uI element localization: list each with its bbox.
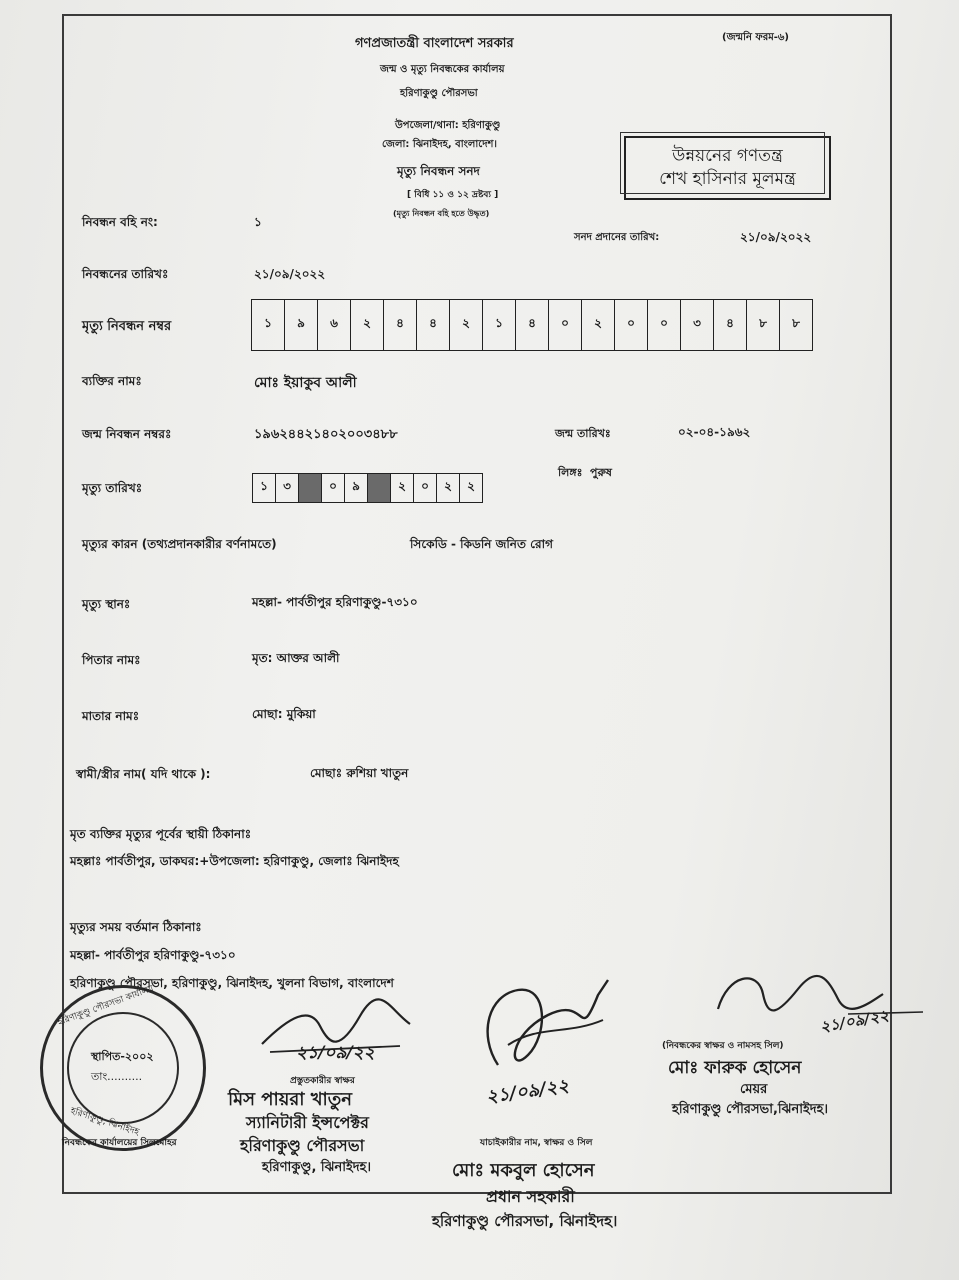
curr-address-label: মৃত্যুর সময় বর্তমান ঠিকানাঃ <box>70 920 202 934</box>
preparer-title-stamp: স্যানিটারী ইন্সপেক্টর <box>246 1113 369 1132</box>
death-reg-digit: ১ <box>483 300 516 350</box>
death-reg-digit: ২ <box>582 300 615 350</box>
death-date-boxes <box>252 473 483 503</box>
verifier-sign-date: ২১/০৯/২২ <box>484 1075 571 1108</box>
death-reg-digit: ১ <box>252 300 285 350</box>
birth-reg-value: ১৯৬২৪৪২১৪০২০০৩৪৮৮ <box>254 427 398 442</box>
death-date-digit: ২ <box>437 474 460 502</box>
place-value: মহল্লা- পার্বতীপুর হরিণাকুণ্ডু-৭৩১০ <box>252 595 418 609</box>
birth-reg-label: জন্ম নিবন্ধন নম্বরঃ <box>82 427 172 441</box>
death-date-digit: ০ <box>414 474 437 502</box>
verifier-caption: যাচাইকারীর নাম, স্বাক্ষর ও সিল <box>480 1138 593 1148</box>
registrar-signature <box>708 964 928 1034</box>
slogan-stamp <box>624 136 831 200</box>
reg-date-value: ২১/০৯/২০২২ <box>254 267 326 281</box>
date-separator-box <box>368 474 391 502</box>
district-line: জেলা: ঝিনাইদহ, বাংলাদেশ। <box>382 139 498 150</box>
registrar-title-stamp: মেয়র <box>740 1082 768 1097</box>
preparer-sign-date: ২১/০৯/২২ <box>296 1043 375 1063</box>
death-reg-digit: ৪ <box>417 300 450 350</box>
mother-value: মোছা: মুকিয়া <box>252 707 316 721</box>
slogan-line-2: শেখ হাসিনার মূলমন্ত্র <box>659 169 796 189</box>
date-separator-box <box>299 474 322 502</box>
issue-date-label: সনদ প্রদানের তারিখ: <box>574 232 660 243</box>
death-reg-digit: ৬ <box>318 300 351 350</box>
book-no-value: ১ <box>254 215 262 229</box>
death-reg-digit: ৮ <box>792 316 800 330</box>
death-reg-no-boxes <box>251 299 813 351</box>
preparer-name-stamp: মিস পায়রা খাতুন <box>228 1089 353 1110</box>
seal-date: তাং.......... <box>91 1070 143 1083</box>
spouse-label: স্বামী/স্ত্রীর নাম( যদি থাকে ): <box>76 767 211 781</box>
death-reg-digit: ৩ <box>681 300 714 350</box>
registrar-org-stamp: হরিণাকুণ্ডু পৌরসভা,ঝিনাইদহ। <box>672 1102 829 1117</box>
seal-ring-bottom: হরিণাকুণ্ডু, ঝিনাইদহ <box>69 1106 141 1138</box>
cause-label: মৃত্যুর কারন (তথ্যপ্রদানকারীর বর্ণনামতে) <box>82 537 277 551</box>
perm-address-value: মহল্লাঃ পার্বতীপুর, ডাকঘর:+উপজেলা: হরিণাকুণ্ডু, জেলাঃ ঝিনাইদহ <box>70 854 399 868</box>
reg-date-label: নিবন্ধনের তারিখঃ <box>82 267 169 281</box>
office-name: জন্ম ও মৃত্যু নিবন্ধকের কার্যালয় <box>380 64 505 75</box>
death-date-digit: ১ <box>253 474 276 502</box>
rule-reference: [ বিধি ১১ ও ১২ দ্রষ্টব্য ] <box>407 190 499 200</box>
death-reg-digit: ২ <box>351 300 384 350</box>
death-reg-digit: ২ <box>450 300 483 350</box>
municipality-name: হরিণাকুণ্ডু পৌরসভা <box>400 88 478 99</box>
place-label: মৃত্যু স্থানঃ <box>82 597 131 611</box>
upazila-line: উপজেলা/থানা: হরিণাকুণ্ডু <box>395 120 501 131</box>
death-reg-digit: ৪ <box>516 300 549 350</box>
death-date-digit: ২ <box>391 474 414 502</box>
seal-established: স্থাপিত-২০০২ <box>91 1050 154 1063</box>
gender-value: পুরুষ <box>590 466 612 479</box>
mother-label: মাতার নামঃ <box>82 709 140 723</box>
assistant-name-stamp: মোঃ মকবুল হোসেন <box>452 1160 595 1181</box>
death-reg-digit: ৮ <box>747 300 780 350</box>
curr-address-line-1: মহল্লা- পার্বতীপুর হরিণাকুণ্ডু-৭৩১০ <box>70 948 236 962</box>
rule-note: (মৃত্যু নিবন্ধন বহি হতে উদ্ধৃত) <box>393 209 490 218</box>
seal-ring-text: হরিণাকুণ্ডু পৌরসভা কার্যালয় <box>56 983 156 1028</box>
death-reg-digit: ০ <box>549 300 582 350</box>
registrar-sign-date: ২১/০৯/২২ <box>818 1006 891 1036</box>
preparer-place-stamp: হরিণাকুণ্ডু, ঝিনাইদহ। <box>262 1160 372 1175</box>
gender-label: লিঙ্গঃ <box>558 466 583 479</box>
assistant-org-stamp: হরিণাকুণ্ডু পৌরসভা, ঝিনাইদহ। <box>432 1212 618 1230</box>
death-reg-digit: ০ <box>648 300 681 350</box>
office-seal-caption: নিবন্ধকের কার্যালয়ের সিলমোহর <box>62 1138 177 1148</box>
death-date-label: মৃত্যু তারিখঃ <box>82 481 143 495</box>
father-label: পিতার নামঃ <box>82 653 141 667</box>
perm-address-label: মৃত ব্যক্তির মৃত্যুর পূর্বের স্থায়ী ঠিকানাঃ <box>70 827 252 841</box>
spouse-value: মোছাঃ রুশিয়া খাতুন <box>310 766 409 780</box>
curr-address-line-2: হরিণাকুণ্ডু পৌরসভা, হরিণাকুণ্ডু, ঝিনাইদহ, খুলনা বিভাগ, বাংলাদেশ <box>70 976 394 990</box>
father-value: মৃত: আক্তর আলী <box>252 651 340 665</box>
issue-date-value: ২১/০৯/২০২২ <box>740 230 812 244</box>
death-reg-digit: ৪ <box>714 300 747 350</box>
death-date-digit: ০ <box>322 474 345 502</box>
cause-value: সিকেডি - কিডনি জনিত রোগ <box>410 537 553 551</box>
preparer-caption: প্রস্তুতকারীর স্বাক্ষর <box>290 1076 355 1086</box>
death-date-digit: ৯ <box>345 474 368 502</box>
death-reg-digit: ৪ <box>384 300 417 350</box>
death-date-digit: ২ <box>467 479 475 493</box>
slogan-line-1: উন্নয়নের গণতন্ত্র <box>672 146 783 167</box>
death-date-digit: ৩ <box>276 474 299 502</box>
book-no-label: নিবন্ধন বহি নং: <box>82 215 158 229</box>
death-reg-no-label: মৃত্যু নিবন্ধন নম্বর <box>82 319 172 334</box>
death-reg-digit: ০ <box>615 300 648 350</box>
name-label: ব্যক্তির নামঃ <box>82 374 142 388</box>
government-title: গণপ্রজাতন্ত্রী বাংলাদেশ সরকার <box>355 36 514 51</box>
death-reg-digit: ৯ <box>285 300 318 350</box>
assistant-title-stamp: প্রধান সহকারী <box>486 1187 575 1206</box>
office-seal <box>40 985 206 1151</box>
certificate-title: মৃত্যু নিবন্ধন সনদ <box>397 164 480 178</box>
registrar-name-stamp: মোঃ ফারুক হোসেন <box>668 1058 802 1078</box>
deceased-name: মোঃ ইয়াকুব আলী <box>254 375 357 391</box>
verifier-signature <box>468 975 618 1085</box>
form-number: (জন্মনি ফরম-৬) <box>722 32 789 43</box>
dob-label: জন্ম তারিখঃ <box>555 427 611 440</box>
preparer-org-stamp: হরিণাকুণ্ডু পৌরসভা <box>240 1136 365 1155</box>
registrar-caption: (নিবন্ধকের স্বাক্ষর ও নামসহ সিল) <box>662 1041 784 1051</box>
dob-value: ০২-০৪-১৯৬২ <box>678 425 751 439</box>
